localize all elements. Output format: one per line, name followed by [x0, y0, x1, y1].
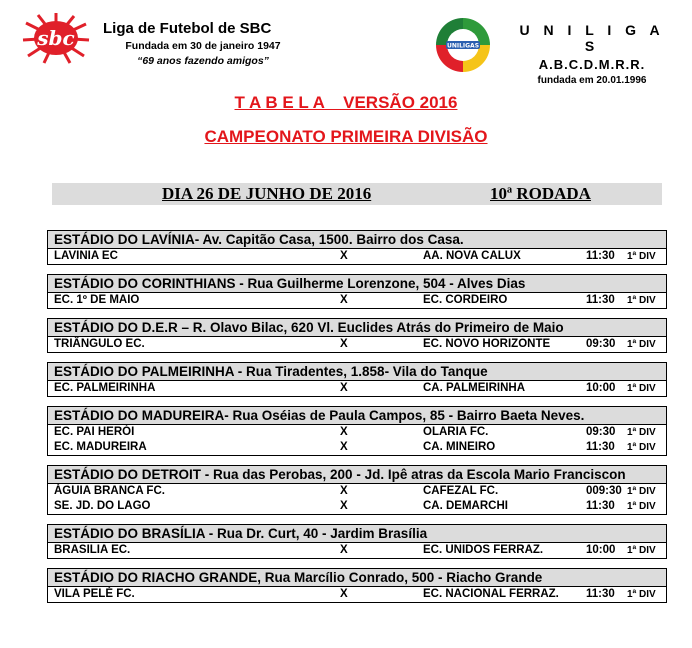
stadium-name: ESTÁDIO DO D.E.R – R. Olavo Bilac, 620 Vl. Euclides Atrás do Primeiro de Maio	[48, 319, 666, 337]
round-date: DIA 26 DE JUNHO DE 2016	[162, 184, 372, 203]
match-division: 1ª DIV	[627, 383, 656, 394]
away-team: CA. PALMEIRINHA	[423, 382, 526, 394]
stadium-block	[47, 362, 667, 397]
match-row	[48, 499, 666, 514]
match-division: 1ª DIV	[627, 589, 656, 600]
match-time: 009:30	[586, 485, 622, 497]
stadium-name: ESTÁDIO DO PALMEIRINHA - Rua Tiradentes, 1.858- Vila do Tanque	[48, 363, 666, 381]
home-team: VILA PELÉ FC.	[54, 588, 135, 600]
versus-mark: X	[340, 500, 348, 512]
versus-mark: X	[340, 426, 348, 438]
versus-mark: X	[340, 544, 348, 556]
match-row	[48, 381, 666, 396]
league-founded: Fundada em 30 de janeiro 1947	[125, 40, 281, 52]
stadium-block	[47, 524, 667, 559]
versus-mark: X	[340, 338, 348, 350]
home-team: EC. 1º DE MAIO	[54, 294, 140, 306]
league-name: Liga de Futebol de SBC	[103, 20, 272, 37]
match-row	[48, 337, 666, 352]
match-time: 11:30	[586, 441, 615, 453]
home-team: EC. MADUREIRA	[54, 441, 147, 453]
uniligas-name: U N I L I G A S	[519, 22, 665, 54]
away-team: OLARIA FC.	[423, 426, 489, 438]
stadium-block	[47, 465, 667, 515]
match-time: 10:00	[586, 544, 616, 556]
home-team: LAVINIA EC	[54, 250, 118, 262]
league-slogan: “69 anos fazendo amigos”	[137, 55, 269, 67]
away-team: EC. CORDEIRO	[423, 294, 508, 306]
uniligas-logo-text: UNILIGAS	[446, 42, 480, 50]
match-division: 1ª DIV	[627, 486, 656, 497]
match-row	[48, 293, 666, 308]
match-time: 10:00	[586, 382, 616, 394]
away-team: EC. NACIONAL FERRAZ.	[423, 588, 559, 600]
stadium-block	[47, 230, 667, 265]
versus-mark: X	[340, 441, 348, 453]
match-division: 1ª DIV	[627, 442, 656, 453]
away-team: CA. MINEIRO	[423, 441, 496, 453]
home-team: TRIÂNGULO EC.	[54, 338, 145, 350]
round-band	[52, 183, 662, 205]
round-number: 10ª RODADA	[490, 184, 591, 203]
match-time: 11:30	[586, 588, 615, 600]
match-time: 09:30	[586, 426, 616, 438]
stadium-list	[47, 230, 667, 612]
stadium-block	[47, 406, 667, 456]
versus-mark: X	[340, 382, 348, 394]
stadium-block	[47, 274, 667, 309]
table-version-title: T A B E L A VERSÃO 2016	[234, 93, 458, 112]
stadium-name: ESTÁDIO DO MADUREIRA- Rua Oséias de Paula Campos, 85 - Bairro Baeta Neves.	[48, 407, 666, 425]
match-division: 1ª DIV	[627, 295, 656, 306]
versus-mark: X	[340, 250, 348, 262]
match-division: 1ª DIV	[627, 251, 656, 262]
away-team: CA. DEMARCHI	[423, 500, 508, 512]
sbc-logo-text: sbc	[37, 26, 75, 50]
match-row	[48, 425, 666, 440]
match-row	[48, 543, 666, 558]
championship-title: CAMPEONATO PRIMEIRA DIVISÃO	[204, 127, 488, 146]
away-team: CAFEZAL FC.	[423, 485, 499, 497]
stadium-name: ESTÁDIO DO DETROIT - Rua das Perobas, 200 - Jd. Ipê atras da Escola Mario Franciscon	[48, 466, 666, 484]
match-division: 1ª DIV	[627, 427, 656, 438]
match-division: 1ª DIV	[627, 545, 656, 556]
uniligas-founded: fundada em 20.01.1996	[537, 75, 647, 86]
home-team: EC. PAI HERÓI	[54, 426, 135, 438]
versus-mark: X	[340, 294, 348, 306]
match-row	[48, 440, 666, 455]
stadium-block	[47, 568, 667, 603]
stadium-name: ESTÁDIO DO CORINTHIANS - Rua Guilherme Lorenzone, 504 - Alves Dias	[48, 275, 666, 293]
stadium-name: ESTÁDIO DO BRASÍLIA - Rua Dr. Curt, 40 - Jardim Brasília	[48, 525, 666, 543]
away-team: EC. NOVO HORIZONTE	[423, 338, 551, 350]
league-header	[103, 20, 303, 67]
uniligas-abcdmrr: A.B.C.D.M.R.R.	[538, 57, 646, 72]
home-team: ÁGUIA BRANCA FC.	[54, 485, 165, 497]
away-team: AA. NOVA CALUX	[423, 250, 521, 262]
versus-mark: X	[340, 588, 348, 600]
versus-mark: X	[340, 485, 348, 497]
sbc-logo	[22, 12, 90, 64]
home-team: SE. JD. DO LAGO	[54, 500, 151, 512]
uniligas-header	[512, 22, 672, 86]
match-row	[48, 484, 666, 499]
stadium-name: ESTÁDIO DO RIACHO GRANDE, Rua Marcílio Conrado, 500 - Riacho Grande	[48, 569, 666, 587]
match-division: 1ª DIV	[627, 339, 656, 350]
match-row	[48, 249, 666, 264]
uniligas-logo	[433, 15, 493, 75]
away-team: EC. UNIDOS FERRAZ.	[423, 544, 544, 556]
match-time: 09:30	[586, 338, 616, 350]
stadium-name: ESTÁDIO DO LAVÍNIA- Av. Capitão Casa, 1500. Bairro dos Casa.	[48, 231, 666, 249]
match-time: 11:30	[586, 250, 615, 262]
match-row	[48, 587, 666, 602]
match-division: 1ª DIV	[627, 501, 656, 512]
stadium-block	[47, 318, 667, 353]
home-team: EC. PALMEIRINHA	[54, 382, 156, 394]
home-team: BRASILIA EC.	[54, 544, 131, 556]
match-time: 11:30	[586, 294, 615, 306]
match-time: 11:30	[586, 500, 615, 512]
